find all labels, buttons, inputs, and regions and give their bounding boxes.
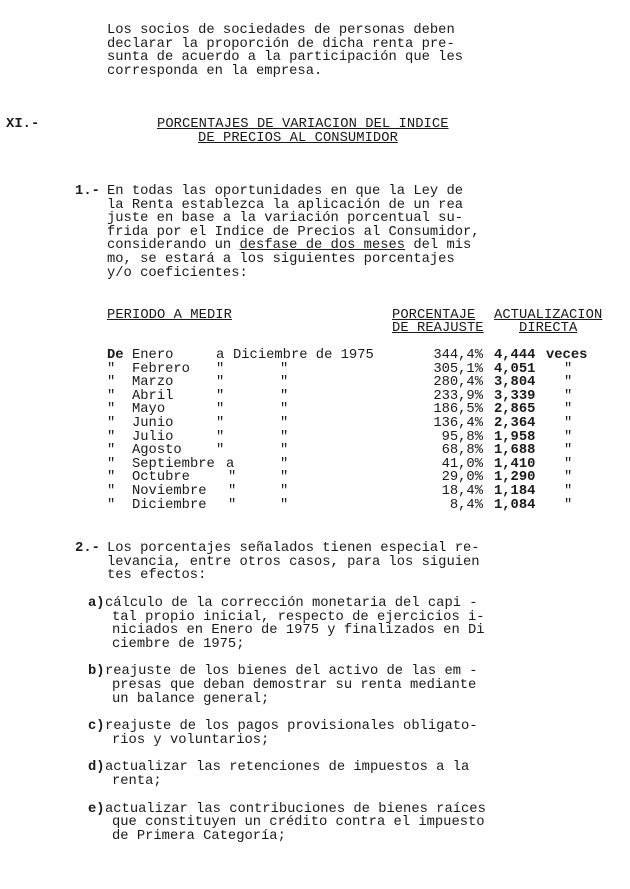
table-row	[0, 417, 630, 431]
section-number: XI.-	[6, 117, 40, 132]
row-a: "	[216, 375, 225, 391]
effect-letter: e)	[88, 801, 105, 817]
row-to: "	[280, 375, 289, 391]
row-to: "	[280, 415, 289, 431]
row-unit: "	[564, 470, 573, 486]
text-line: corresponda en la empresa.	[107, 63, 323, 79]
row-percentage: 8,4%	[449, 497, 483, 513]
row-month: Diciembre	[132, 497, 207, 513]
table-row	[0, 444, 630, 458]
row-to: "	[280, 361, 289, 377]
table-row	[0, 349, 630, 363]
row-unit: "	[564, 361, 573, 377]
text-line: ciembre de 1975;	[112, 636, 245, 652]
row-factor: 3,804	[494, 375, 536, 391]
effect-item	[88, 597, 486, 651]
row-unit: "	[564, 388, 573, 404]
text-line: presas que deban demostrar su renta mediante	[112, 677, 477, 693]
point1-number: 1.-	[75, 184, 100, 199]
row-a: "	[216, 429, 225, 445]
row-percentage: 344,4%	[433, 348, 483, 363]
row-factor: 4,444	[494, 348, 536, 363]
effect-item	[88, 720, 486, 747]
row-unit: "	[564, 497, 573, 513]
row-a: "	[216, 443, 225, 459]
row-to: "	[280, 402, 289, 418]
row-to: "	[280, 429, 289, 445]
row-to: "	[280, 388, 289, 404]
effect-letter: c)	[88, 719, 105, 735]
table-row	[0, 499, 630, 513]
row-prefix: "	[107, 483, 116, 499]
row-factor: 1,290	[494, 470, 536, 486]
row-prefix: De	[107, 348, 124, 363]
row-percentage: 68,8%	[441, 443, 483, 459]
row-unit: veces	[546, 348, 588, 363]
row-percentage: 95,8%	[441, 429, 483, 445]
row-month: Abril	[132, 388, 174, 404]
row-a: "	[228, 497, 237, 513]
row-factor: 1,958	[494, 429, 536, 445]
text-line: declarar la proporción de dicha renta pre-	[107, 36, 455, 52]
row-to: Diciembre de 1975	[233, 348, 374, 363]
row-a: a	[216, 348, 225, 363]
text-part: del mis	[405, 238, 472, 254]
row-prefix: "	[107, 361, 116, 377]
row-prefix: "	[107, 375, 116, 391]
effect-letter: b)	[88, 664, 105, 680]
row-percentage: 280,4%	[433, 375, 483, 391]
text-line: Los socios de sociedades de personas deben	[107, 23, 455, 38]
row-month: Septiembre	[132, 456, 215, 472]
row-prefix: "	[107, 470, 116, 486]
row-prefix: "	[107, 415, 116, 431]
table-row	[0, 376, 630, 390]
header-percentage-line1: PORCENTAJE	[392, 308, 476, 323]
row-prefix: "	[107, 456, 116, 472]
text-line: rios y voluntarios;	[112, 732, 270, 748]
header-update-line1: ACTUALIZACION	[494, 308, 603, 323]
row-prefix: "	[107, 429, 116, 445]
row-prefix: "	[107, 443, 116, 459]
row-unit: "	[564, 483, 573, 499]
table-row	[0, 390, 630, 404]
row-prefix: "	[107, 388, 116, 404]
text-line: reajuste de los pagos provisionales obligato-	[105, 719, 478, 735]
text-line: Los porcentajes señalados tienen especial re-	[107, 541, 480, 556]
row-a: "	[216, 388, 225, 404]
row-month: Mayo	[132, 402, 166, 418]
row-factor: 1,184	[494, 483, 536, 499]
table-row	[0, 403, 630, 417]
ipc-table	[0, 349, 630, 512]
point2-number: 2.-	[75, 541, 100, 556]
row-month: Julio	[132, 429, 174, 445]
row-unit: "	[564, 402, 573, 418]
text-line: niciados en Enero de 1975 y finalizados en Di	[112, 623, 485, 639]
header-percentage-line2: DE REAJUSTE	[392, 321, 484, 336]
row-month: Enero	[132, 348, 174, 363]
row-unit: "	[564, 429, 573, 445]
underlined-phrase: desfase de dos meses	[239, 238, 406, 254]
point1-paragraph	[107, 185, 480, 280]
text-line: actualizar las contribuciones de bienes raíces	[105, 801, 486, 817]
row-percentage: 29,0%	[441, 470, 483, 486]
table-row	[0, 431, 630, 445]
text-line: cálculo de la corrección monetaria del capi -	[105, 596, 478, 611]
text-line: un balance general;	[112, 691, 270, 707]
text-line: la Renta establezca la aplicación de un rea	[107, 197, 464, 213]
table-row	[0, 471, 630, 485]
table-row	[0, 485, 630, 499]
section-title-line1: PORCENTAJES DE VARIACION DEL INDICE	[157, 117, 449, 132]
row-to: "	[280, 456, 289, 472]
effect-letter: d)	[88, 760, 105, 776]
text-line: actualizar las retenciones de impuestos a la	[105, 760, 470, 776]
row-unit: "	[564, 375, 573, 391]
row-factor: 1,410	[494, 456, 536, 472]
section-title-line2: DE PRECIOS AL CONSUMIDOR	[198, 131, 398, 146]
row-factor: 4,051	[494, 361, 536, 377]
row-to: "	[280, 497, 289, 513]
intro-paragraph	[107, 24, 463, 78]
row-unit: "	[564, 443, 573, 459]
header-period: PERIODO A MEDIR	[107, 308, 232, 323]
row-a: "	[216, 361, 225, 377]
text-line: reajuste de los bienes del activo de las em -	[105, 664, 478, 680]
header-update-line2: DIRECTA	[519, 321, 578, 336]
row-factor: 1,688	[494, 443, 536, 459]
text-line: sunta de acuerdo a la participación que les	[107, 50, 464, 66]
effects-list	[88, 597, 486, 843]
effect-item	[88, 803, 486, 844]
effect-letter: a)	[88, 596, 105, 611]
text-line: tal propio inicial, respecto de ejercicios i-	[112, 609, 485, 625]
row-month: Marzo	[132, 375, 174, 391]
row-factor: 1,084	[494, 497, 536, 513]
text-line: juste en base a la variación porcentual su-	[107, 211, 464, 227]
text-line: mo, se estará a los siguientes porcentajes	[107, 251, 455, 267]
text-line: que constituyen un crédito contra el impuesto	[112, 815, 485, 831]
effect-item	[88, 665, 486, 706]
row-to: "	[280, 483, 289, 499]
table-row	[0, 458, 630, 472]
row-to: "	[280, 470, 289, 486]
row-unit: "	[564, 456, 573, 472]
row-a: "	[216, 402, 225, 418]
row-month: Febrero	[132, 361, 190, 377]
text-line: de Primera Categoría;	[112, 828, 286, 844]
row-a: "	[228, 483, 237, 499]
row-month: Agosto	[132, 443, 182, 459]
text-line: tes efectos:	[107, 568, 207, 584]
row-percentage: 233,9%	[433, 388, 483, 404]
text-line: renta;	[112, 773, 162, 789]
row-month: Noviembre	[132, 483, 207, 499]
row-a: "	[228, 470, 237, 486]
row-factor: 2,865	[494, 402, 536, 418]
row-a: "	[216, 415, 225, 431]
row-a: a	[226, 456, 235, 472]
row-percentage: 186,5%	[433, 402, 483, 418]
row-percentage: 41,0%	[441, 456, 483, 472]
text-line: y/o coeficientes:	[107, 265, 248, 281]
text-line: frida por el Indice de Precios al Consumidor,	[107, 224, 480, 240]
text-line: levancia, entre otros casos, para los siguien	[107, 554, 480, 570]
row-percentage: 18,4%	[441, 483, 483, 499]
text-line	[107, 239, 480, 253]
row-factor: 2,364	[494, 415, 536, 431]
table-row	[0, 363, 630, 377]
row-percentage: 136,4%	[433, 415, 483, 431]
row-prefix: "	[107, 402, 116, 418]
row-month: Junio	[132, 415, 174, 431]
row-to: "	[280, 443, 289, 459]
text-line: En todas las oportunidades en que la Ley de	[107, 184, 464, 199]
effect-item	[88, 761, 486, 788]
row-percentage: 305,1%	[433, 361, 483, 377]
row-unit: "	[564, 415, 573, 431]
point2-paragraph	[107, 542, 480, 583]
row-month: Octubre	[132, 470, 190, 486]
row-prefix: "	[107, 497, 116, 513]
text-part: considerando un	[107, 238, 240, 254]
row-factor: 3,339	[494, 388, 536, 404]
